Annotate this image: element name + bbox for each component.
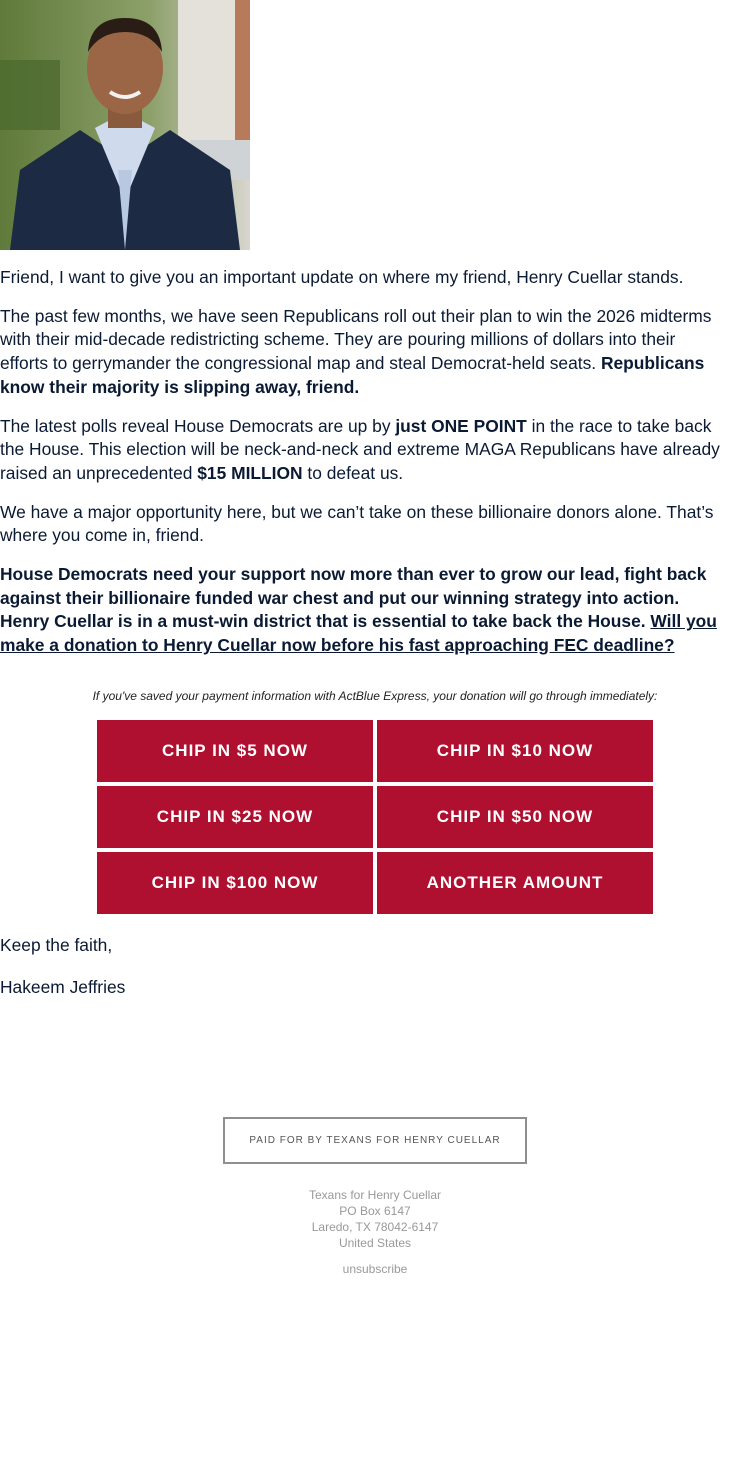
another-amount-button[interactable]: ANOTHER AMOUNT xyxy=(377,852,653,914)
footer-address xyxy=(225,1187,525,1251)
paragraph-intro: Friend, I want to give you an important update on where my friend, Henry Cuellar stands. xyxy=(0,267,684,287)
candidate-photo xyxy=(0,0,250,250)
donate-link[interactable]: Will you xyxy=(650,611,717,632)
chip-in-50-button[interactable]: CHIP IN $50 NOW xyxy=(377,786,653,848)
paragraph-opportunity: We have a major opportunity here, but we can’t take on these billionaire donors alone. That’s where you come in, friend. xyxy=(0,501,714,546)
chip-in-100-button[interactable]: CHIP IN $100 NOW xyxy=(97,852,373,914)
paid-for-box: PAID FOR BY TEXANS FOR HENRY CUELLAR xyxy=(223,1117,527,1164)
footer-po: PO Box 6147 xyxy=(339,1204,411,1218)
footer-org: Texans for Henry Cuellar xyxy=(308,1188,442,1202)
unsubscribe-link[interactable]: unsubscribe xyxy=(342,1262,408,1276)
signature: Hakeem Jeffries xyxy=(0,977,126,997)
paragraph-redistricting: The past few months, we have seen Republicans roll out their plan to win the 2026 midterms with their mid-decade redistricting scheme. They are pouring millions of dollars into their efforts to gerrymander the congressional map and steal Democrat-held seats. Republicans know their majority is slipping away, friend. xyxy=(0,305,712,397)
footer-city: Laredo, TX 78042-6147 xyxy=(311,1220,439,1234)
donation-button-grid xyxy=(97,720,653,914)
paragraph-appeal: House Democrats need your support now more than ever to grow our lead, fight back against their billionaire funded war chest and put our winning strategy into action. Henry Cuellar is in a must-win district that is essential to take back the House. Will you make a donation to Henry Cuellar now before his fast approaching FEC deadline? xyxy=(0,564,717,656)
signoff-text: Keep the faith, xyxy=(0,935,113,955)
footer-country: United States xyxy=(338,1236,412,1250)
donate-link-cont[interactable]: make a donation to Henry Cuellar now before his fast approaching FEC deadline? xyxy=(0,635,675,656)
paragraph-polls: The latest polls reveal House Democrats are up by just ONE POINT in the race to take back the House. This election will be neck-and-neck and extreme MAGA Republicans have already raised an unprecedented $15 MILLION to defeat us. xyxy=(0,415,720,483)
signoff-block xyxy=(0,934,125,1018)
chip-in-25-button[interactable]: CHIP IN $25 NOW xyxy=(97,786,373,848)
chip-in-10-button[interactable]: CHIP IN $10 NOW xyxy=(377,720,653,782)
chip-in-5-button[interactable]: CHIP IN $5 NOW xyxy=(97,720,373,782)
actblue-express-note: If you've saved your payment information with ActBlue Express, your donation will go through immediately: xyxy=(92,689,658,703)
email-body xyxy=(0,266,720,673)
